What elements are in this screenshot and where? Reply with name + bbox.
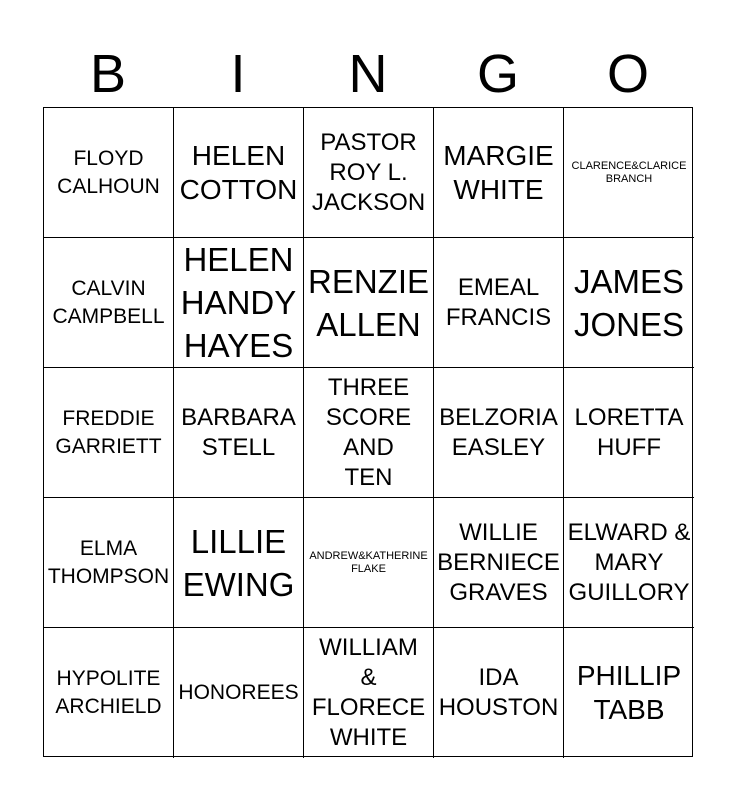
bingo-cell[interactable]: HYPOLITE ARCHIELD — [44, 628, 174, 758]
bingo-cell[interactable]: HELEN COTTON — [174, 108, 304, 238]
bingo-cell[interactable]: IDA HOUSTON — [434, 628, 564, 758]
bingo-cell[interactable]: CLARENCE&CLARICE BRANCH — [564, 108, 694, 238]
bingo-cell[interactable]: WILLIAM & FLORECE WHITE — [304, 628, 434, 758]
header-letter-i: I — [230, 44, 246, 104]
header-letter-b: B — [89, 44, 127, 104]
bingo-cell[interactable]: ELMA THOMPSON — [44, 498, 174, 628]
bingo-cell[interactable]: BARBARA STELL — [174, 368, 304, 498]
bingo-cell[interactable]: JAMES JONES — [564, 238, 694, 368]
bingo-cell[interactable]: ELWARD & MARY GUILLORY — [564, 498, 694, 628]
bingo-cell[interactable]: BELZORIA EASLEY — [434, 368, 564, 498]
bingo-cell[interactable]: FREDDIE GARRIETT — [44, 368, 174, 498]
bingo-board — [43, 107, 693, 757]
bingo-cell[interactable]: ANDREW&KATHERINE FLAKE — [304, 498, 434, 628]
bingo-cell[interactable]: WILLIE BERNIECE GRAVES — [434, 498, 564, 628]
bingo-cell[interactable]: HONOREES — [174, 628, 304, 758]
bingo-cell[interactable]: PHILLIP TABB — [576, 660, 682, 725]
bingo-header — [43, 40, 693, 108]
bingo-cell[interactable]: FLOYD CALHOUN — [44, 108, 174, 238]
bingo-cell[interactable]: EMEAL FRANCIS — [434, 238, 564, 368]
header-letter-o: O — [606, 44, 649, 104]
header-letter-g: G — [476, 44, 519, 104]
bingo-cell[interactable]: THREE SCORE AND TEN — [304, 368, 434, 498]
bingo-cell[interactable]: CALVIN CAMPBELL — [44, 238, 174, 368]
bingo-cell[interactable]: MARGIE WHITE — [434, 108, 564, 238]
bingo-cell[interactable]: HELEN HANDY HAYES — [174, 238, 304, 368]
bingo-cell[interactable]: RENZIE ALLEN — [304, 238, 434, 368]
bingo-cell[interactable]: LORETTA HUFF — [564, 368, 694, 498]
bingo-cell[interactable]: LILLIE EWING — [174, 498, 304, 628]
header-letter-n: N — [348, 44, 388, 104]
bingo-cell[interactable]: PASTOR ROY L. JACKSON — [304, 108, 434, 238]
